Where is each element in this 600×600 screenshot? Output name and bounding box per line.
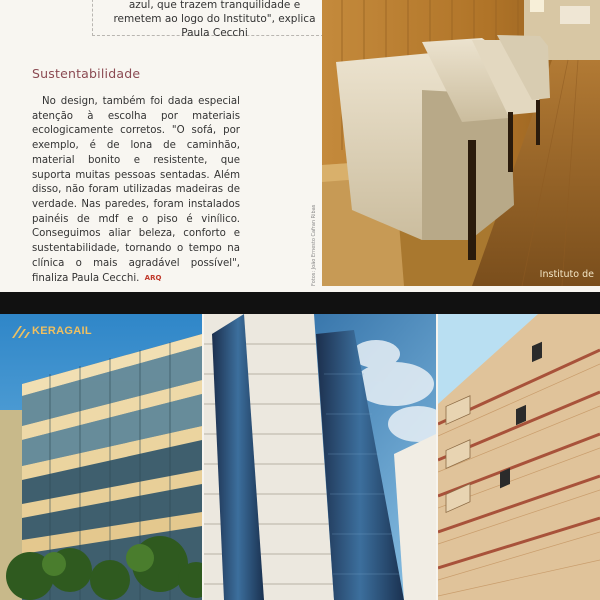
body-paragraph: No design, também foi dada especial atenção à escolha por materiais ecologicamente corretos. "O sofá, por exemplo, é de lona de caminhão, material bonito e resistente, que suporta muitas pessoas sentadas. Além disso, não foram utilizadas madeiras de verdade. Nas paredes, foram instalados painéis de mdf e o piso é vinílico. Conseguimos aliar beleza, conforto e sustentabilidade, tornando o tempo na clínica o mais agradável possível", finaliza Paula Cecchi. xyxy=(32,96,240,285)
waiting-room-illustration xyxy=(322,0,600,286)
building-photo-2 xyxy=(204,314,436,600)
article-end-mark: ARQ xyxy=(144,274,162,283)
brand-logo xyxy=(12,324,92,338)
photo-caption: Instituto de xyxy=(539,269,594,280)
building-photo-1 xyxy=(0,314,202,600)
article-body-text xyxy=(32,95,240,287)
building-facade-illustration-3 xyxy=(438,314,600,600)
logo-text: KERAGAIL xyxy=(32,325,92,337)
building-facade-illustration-1 xyxy=(0,314,202,600)
building-photo-3 xyxy=(438,314,600,600)
page-divider xyxy=(0,292,600,314)
waiting-room-photo xyxy=(322,0,600,286)
building-facade-illustration-2 xyxy=(204,314,436,600)
article-page xyxy=(0,0,600,292)
photo-credit: Fotos: João Ernesto Cafran Ribas xyxy=(311,204,317,286)
pull-quote-box xyxy=(92,0,324,39)
logo-mark-icon xyxy=(12,324,30,338)
pull-quote-text: azul, que trazem tranquilidade e remetem ao logo do Instituto", explica Paula Cecchi xyxy=(113,0,316,39)
section-heading: Sustentabilidade xyxy=(32,66,141,81)
